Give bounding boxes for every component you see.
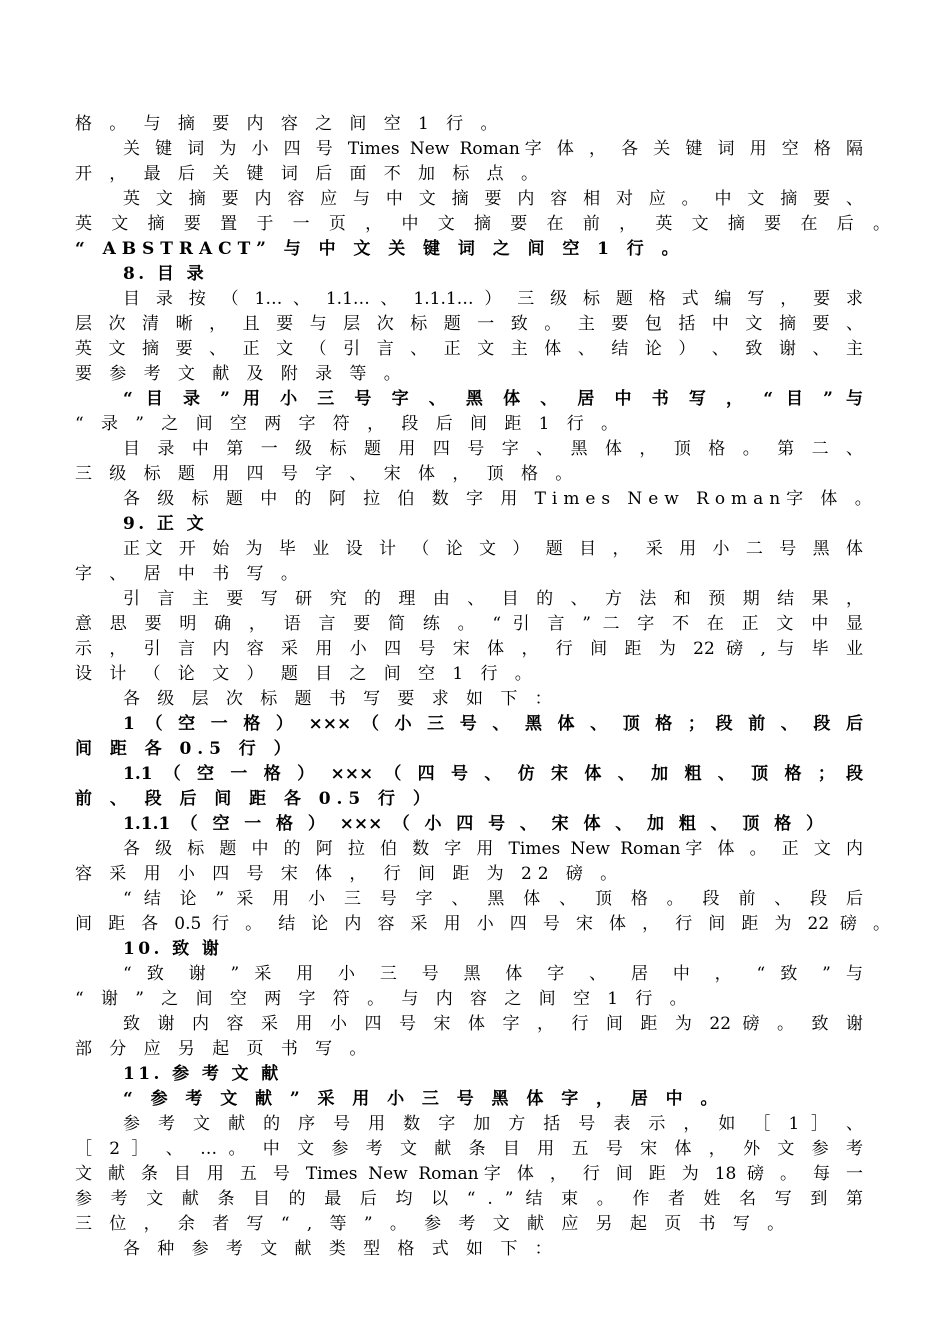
text-line: 引 言 主 要 写 研 究 的 理 由 、 目 的 、 方 法 和 预 期 结 果 ， [123,589,863,609]
text-line: 参 考 文 献 条 目 的 最 后 均 以 “ . ” 结 束 。 作 者 姓 名 写 到 第 [75,1189,863,1209]
text-line: 关 键 词 为 小 四 号 Times New Roman字 体 ， 各 关 键 词 用 空 格 隔 [123,139,863,159]
text-line: “ 谢 ” 之 间 空 两 字 符 。 与 内 容 之 间 空 1 行 。 [75,989,693,1009]
text-line: ［ 2 ］ 、 … 。 中 文 参 考 文 献 条 目 用 五 号 宋 体 ， 外 文 参 考 [75,1139,863,1159]
text-line: 1.1.1 （ 空 一 格 ） ××× （ 小 四 号 、 宋 体 、 加 粗 、 顶 格 ） [123,814,823,834]
text-line: 三 级 标 题 用 四 号 字 、 宋 体 ， 顶 格 。 [75,464,579,484]
text-line: 致 谢 内 容 采 用 小 四 号 宋 体 字 ， 行 间 距 为 22 磅 。 致 谢 [123,1014,863,1034]
text-line: 字 、 居 中 书 写 。 [75,564,304,584]
text-line: 正文 开 始 为 毕 业 设 计 （ 论 文 ） 题 目 ， 采 用 小 二 号 黑 体 [123,539,863,559]
text-line: 容 采 用 小 四 号 宋 体 ， 行 间 距 为 22 磅 。 [75,864,624,884]
text-line: “ 参 考 文 献 ” 采 用 小 三 号 黑 体 字 ， 居 中 。 [123,1089,724,1109]
section-heading: 10. 致 谢 [123,939,223,959]
text-line: 英 文 摘 要 内 容 应 与 中 文 摘 要 内 容 相 对 应 。 中 文 摘 要 、 [123,189,863,209]
text-line: 部 分 应 另 起 页 书 写 。 [75,1039,373,1059]
text-line: 目 录 按 （ 1… 、 1.1… 、 1.1.1… ） 三 级 标 题 格 式 编 写 ， 要 求 [123,289,863,309]
text-line: 参 考 文 献 的 序 号 用 数 字 加 方 括 号 表 示 ， 如 ［ 1 ］ 、 [123,1114,863,1134]
text-line: “ 目 录 ” 用 小 三 号 字 、 黑 体 、 居 中 书 写 ， “ 目 ” 与 [123,389,863,409]
text-line: 英 文 摘 要 、 正 文 （ 引 言 、 正 文 主 体 、 结 论 ） 、 致 谢 、 主 [75,339,863,359]
text-line: 英 文 摘 要 置 于 一 页 ， 中 文 摘 要 在 前 ， 英 文 摘 要 在 后 。 [75,214,890,234]
section-heading: 9. 正 文 [123,514,207,534]
text-line: “ 结 论 ” 采 用 小 三 号 字 、 黑 体 、 顶 格 。 段 前 、 段 后 [123,889,863,909]
text-line: 1.1 （ 空 一 格 ） ××× （ 四 号 、 仿 宋 体 、 加 粗 、 顶 格 ； 段 [123,764,863,784]
text-line: 要 参 考 文 献 及 附 录 等 。 [75,364,407,384]
text-line: “ 录 ” 之 间 空 两 字 符 ， 段 后 间 距 1 行 。 [75,414,625,434]
text-line: 各 级 标 题 中 的 阿 拉 伯 数 字 用 Times New Roman字 体 。 正 文 内 [123,839,863,859]
text-line: 层 次 清 晰 ， 且 要 与 层 次 标 题 一 致 。 主 要 包 括 中 文 摘 要 、 [75,314,863,334]
text-line: 目 录 中 第 一 级 标 题 用 四 号 字 、 黑 体 ， 顶 格 。 第 二 、 [123,439,863,459]
text-line: 各 级 标 题 中 的 阿 拉 伯 数 字 用 Times New Roman字 体 。 [123,489,878,509]
text-line: 各 种 参 考 文 献 类 型 格 式 如 下 ： [123,1239,558,1259]
text-line: “ ABSTRACT” 与 中 文 关 键 词 之 间 空 1 行 。 [75,239,685,259]
text-line: 格 。 与 摘 要 内 容 之 间 空 1 行 。 [75,114,504,134]
text-line: 文 献 条 目 用 五 号 Times New Roman字 体 ， 行 间 距 为 18 磅 。 每 一 [75,1164,863,1184]
text-line: 三 位 ， 余 者 写 “ , 等 ” 。 参 考 文 献 应 另 起 页 书 写 。 [75,1214,791,1234]
section-heading: 8. 目 录 [123,264,207,284]
text-line: 意 思 要 明 确 ， 语 言 要 简 练 。 “ 引 言 ” 二 字 不 在 正 文 中 显 [75,614,863,634]
text-line: 前 、 段 后 间 距 各 0.5 行 ） [75,789,436,809]
text-line: 各 级 层 次 标 题 书 写 要 求 如 下 ： [123,689,558,709]
text-line: 开 ， 最 后 关 键 词 后 面 不 加 标 点 。 [75,164,544,184]
section-heading: 11. 参 考 文 献 [123,1064,282,1084]
text-line: 1 （ 空 一 格 ） ××× （ 小 三 号 、 黑 体 、 顶 格 ； 段 前 、 段 后 [123,714,863,734]
text-line: 示 ， 引 言 内 容 采 用 小 四 号 宋 体 ， 行 间 距 为 22 磅 , 与 毕 业 [75,639,863,659]
text-line: 设 计 （ 论 文 ） 题 目 之 间 空 1 行 。 [75,664,538,684]
text-line: 间 距 各 0.5 行 。 结 论 内 容 采 用 小 四 号 宋 体 ， 行 间 距 为 22 磅 。 [75,914,890,934]
text-line: “ 致 谢 ” 采 用 小 三 号 黑 体 字 、 居 中 ， “ 致 ” 与 [123,964,863,984]
text-line: 间 距 各 0.5 行 ） [75,739,297,759]
